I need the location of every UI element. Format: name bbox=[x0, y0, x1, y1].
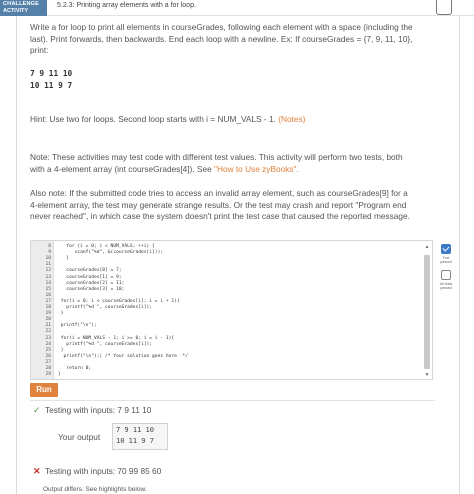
code-line[interactable]: printf("%d ", courseGrades[i]); bbox=[58, 305, 153, 310]
x-icon: ✕ bbox=[33, 466, 41, 476]
output-line: 7 9 11 10 bbox=[116, 426, 154, 434]
line-number: 8 bbox=[48, 244, 51, 249]
note-line: with a 4-element array (int courseGrades[4]). See bbox=[30, 163, 212, 174]
code-line[interactable]: scanf("%d", &(courseGrades[i])); bbox=[58, 250, 164, 256]
code-line[interactable]: courseGrades[0] = 7; bbox=[58, 268, 122, 274]
line-number: 27 bbox=[45, 359, 51, 365]
test2-check-icon bbox=[441, 270, 451, 280]
line-number: 10 bbox=[45, 256, 51, 262]
line-number: 18 bbox=[45, 305, 51, 310]
line-number: 26 bbox=[45, 353, 51, 359]
line-number: 20 bbox=[45, 317, 51, 323]
example-line: 10 11 9 7 bbox=[30, 80, 73, 90]
how-to-use-zybooks-link[interactable]: "How to Use zyBooks". bbox=[214, 163, 299, 174]
also-note-line: 4-element array, the test may generate strange results. Or the test may crash and report "Program end bbox=[30, 199, 407, 210]
line-number: 11 bbox=[45, 262, 51, 268]
instructions-line: Write a for loop to print all elements in courseGrades, following each element with a space (including the bbox=[30, 22, 413, 32]
line-number: 23 bbox=[45, 335, 51, 341]
code-line[interactable]: courseGrades[1] = 9; bbox=[58, 274, 122, 280]
example-output bbox=[30, 68, 72, 91]
your-output-box bbox=[112, 423, 168, 450]
note-line: Note: These activities may test code with different test values. This activity will perform two tests, both bbox=[30, 152, 403, 162]
scroll-up-arrow[interactable]: ▲ bbox=[424, 244, 430, 250]
also-note-line: never reached", in which case the system doesn't print the test case that caused the reported message. bbox=[30, 211, 410, 221]
code-line[interactable]: courseGrades[2] = 11; bbox=[58, 280, 125, 286]
code-line[interactable]: printf("\n"); bbox=[58, 323, 97, 329]
notes-link[interactable]: (Notes) bbox=[278, 114, 306, 124]
code-line[interactable]: for(i = 0; i < courseGrades[i]; i = i + 1){ bbox=[58, 298, 180, 304]
activity-title: 5.2.3: Printing array elements with a for loop. bbox=[57, 2, 196, 9]
line-number: 24 bbox=[45, 341, 51, 347]
code-line[interactable]: } bbox=[58, 256, 70, 262]
line-number: 19 bbox=[45, 311, 51, 317]
divider bbox=[30, 400, 435, 401]
line-number: 13 bbox=[45, 274, 51, 280]
completion-checkbox[interactable] bbox=[436, 0, 452, 15]
line-number: 15 bbox=[45, 286, 51, 292]
line-number: 14 bbox=[45, 280, 51, 286]
test2-inputs-text: Testing with inputs: 70 99 85 60 bbox=[45, 466, 162, 476]
line-number: 25 bbox=[45, 347, 51, 353]
code-line[interactable]: } bbox=[58, 347, 64, 353]
line-number: 21 bbox=[45, 323, 51, 329]
code-line[interactable]: for (i = 0; i < NUM_VALS; ++i) { bbox=[58, 244, 155, 249]
code-line[interactable]: courseGrades[3] = 10; bbox=[58, 286, 125, 292]
also-note-line: Also note: If the submitted code tries to access an invalid array element, such as courseGrades[9] for a bbox=[30, 188, 408, 198]
line-number: 12 bbox=[45, 268, 51, 274]
test1-check-label: Test passed bbox=[440, 256, 452, 264]
line-number: 17 bbox=[45, 298, 51, 304]
editor-scrollbar[interactable] bbox=[424, 255, 430, 369]
line-number: 9 bbox=[48, 250, 51, 256]
activity-header bbox=[0, 0, 474, 16]
test1-check-icon bbox=[441, 244, 451, 254]
output-line: 10 11 9 7 bbox=[116, 437, 154, 445]
note-text bbox=[30, 152, 435, 175]
hint-label: Hint: Use two for loops. Second loop starts with i = NUM_VALS - 1. bbox=[30, 114, 276, 124]
line-number: 28 bbox=[45, 366, 51, 371]
code-line[interactable]: printf("%d ", courseGrades[i]); bbox=[58, 341, 153, 347]
code-line[interactable]: } bbox=[58, 311, 64, 317]
code-line[interactable]: printf("\n");| /* Your solution goes here */ bbox=[58, 353, 188, 359]
scroll-down-arrow[interactable]: ▼ bbox=[424, 372, 430, 378]
line-number-gutter bbox=[31, 241, 54, 380]
example-line: 7 9 11 10 bbox=[30, 69, 73, 78]
line-number: 29 bbox=[45, 372, 51, 378]
instructions-line: print: bbox=[30, 45, 49, 55]
your-output-label: Your output bbox=[58, 432, 101, 442]
code-line[interactable]: } bbox=[58, 372, 61, 378]
output-differs-note: Output differs. See highlights below. bbox=[43, 486, 147, 493]
check-icon: ✓ bbox=[33, 405, 41, 415]
line-number: 22 bbox=[45, 329, 51, 335]
instructions-line: last). Print forwards, then backwards. End each loop with a newline. Ex: If courseGrades = {7, 9, 11, 10}, bbox=[30, 33, 413, 44]
run-button[interactable]: Run bbox=[30, 383, 58, 397]
test1-inputs-text: Testing with inputs: 7 9 11 10 bbox=[45, 405, 152, 415]
line-number: 16 bbox=[45, 292, 51, 298]
challenge-activity-badge bbox=[0, 0, 47, 16]
code-editor[interactable] bbox=[30, 240, 433, 380]
also-note-text bbox=[30, 188, 435, 223]
code-line[interactable]: return 0; bbox=[58, 366, 92, 371]
test2-check-label: All tests passed bbox=[439, 282, 453, 290]
hint-text bbox=[30, 114, 435, 126]
code-line[interactable]: for(i = NUM_VALS - 1; i >= 0; i = i - 1){ bbox=[58, 335, 175, 341]
badge-line-2: ACTIVITY bbox=[3, 7, 29, 14]
instructions-text bbox=[30, 22, 435, 57]
badge-line-1: CHALLENGE bbox=[3, 1, 40, 7]
